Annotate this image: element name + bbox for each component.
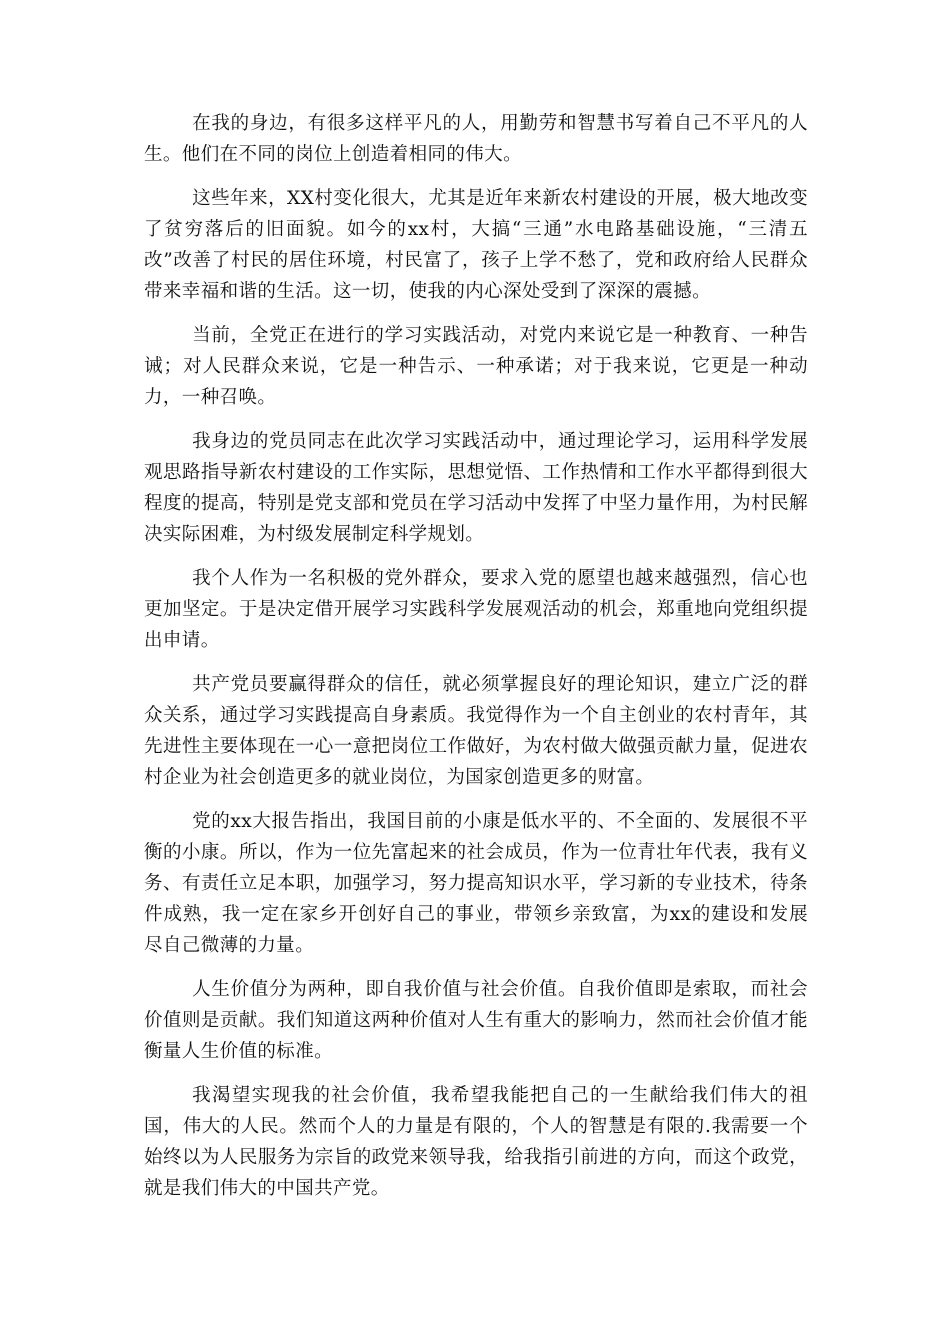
paragraph-5: 我个人作为一名积极的党外群众，要求入党的愿望也越来越强烈，信心也更加坚定。于是决定借开展学习实践科学发展观活动的机会，郑重地向党组织提出申请。	[144, 568, 808, 651]
paragraph-8: 人生价值分为两种，即自我价值与社会价值。自我价值即是索取，而社会价值则是贡献。我们知道这两种价值对人生有重大的影响力，然而社会价值才能衡量人生价值的标准。	[144, 979, 808, 1062]
paragraph-3: 当前，全党正在进行的学习实践活动，对党内来说它是一种教育、一种告诫；对人民群众来说，它是一种告示、一种承诺；对于我来说，它更是一种动力，一种召唤。	[144, 325, 808, 408]
paragraph-6: 共产党员要赢得群众的信任，就必须掌握良好的理论知识，建立广泛的群众关系，通过学习实践提高自身素质。我觉得作为一个自主创业的农村青年，其先进性主要体现在一心一意把岗位工作做好，为农村做大做强贡献力量，促进农村企业为社会创造更多的就业岗位，为国家创造更多的财富。	[144, 674, 808, 788]
paragraph-7: 党的xx大报告指出，我国目前的小康是低水平的、不全面的、发展很不平衡的小康。所以，作为一位先富起来的社会成员，作为一位青壮年代表，我有义务、有责任立足本职，加强学习，努力提高知识水平，学习新的专业技术，待条件成熟，我一定在家乡开创好自己的事业，带领乡亲致富，为xx的建设和发展尽自己微薄的力量。	[144, 811, 808, 956]
document-body	[144, 108, 808, 1217]
paragraph-2: 这些年来，XX村变化很大，尤其是近年来新农村建设的开展，极大地改变了贫穷落后的旧面貌。如今的xx村，大搞“三通”水电路基础设施，“三清五改”改善了村民的居住环境，村民富了，孩子上学不愁了，党和政府给人民群众带来幸福和谐的生活。这一切，使我的内心深处受到了深深的震撼。	[144, 188, 808, 302]
paragraph-1: 在我的身边，有很多这样平凡的人，用勤劳和智慧书写着自己不平凡的人生。他们在不同的岗位上创造着相同的伟大。	[144, 113, 808, 165]
paragraph-9: 我渴望实现我的社会价值，我希望我能把自己的一生献给我们伟大的祖国，伟大的人民。然而个人的力量是有限的，个人的智慧是有限的.我需要一个始终以为人民服务为宗旨的政党来领导我，给我指引前进的方向，而这个政党，就是我们伟大的中国共产党。	[144, 1085, 808, 1199]
paragraph-4: 我身边的党员同志在此次学习实践活动中，通过理论学习，运用科学发展观思路指导新农村建设的工作实际，思想觉悟、工作热情和工作水平都得到很大程度的提高，特别是党支部和党员在学习活动中发挥了中坚力量作用，为村民解决实际困难，为村级发展制定科学规划。	[144, 431, 808, 545]
